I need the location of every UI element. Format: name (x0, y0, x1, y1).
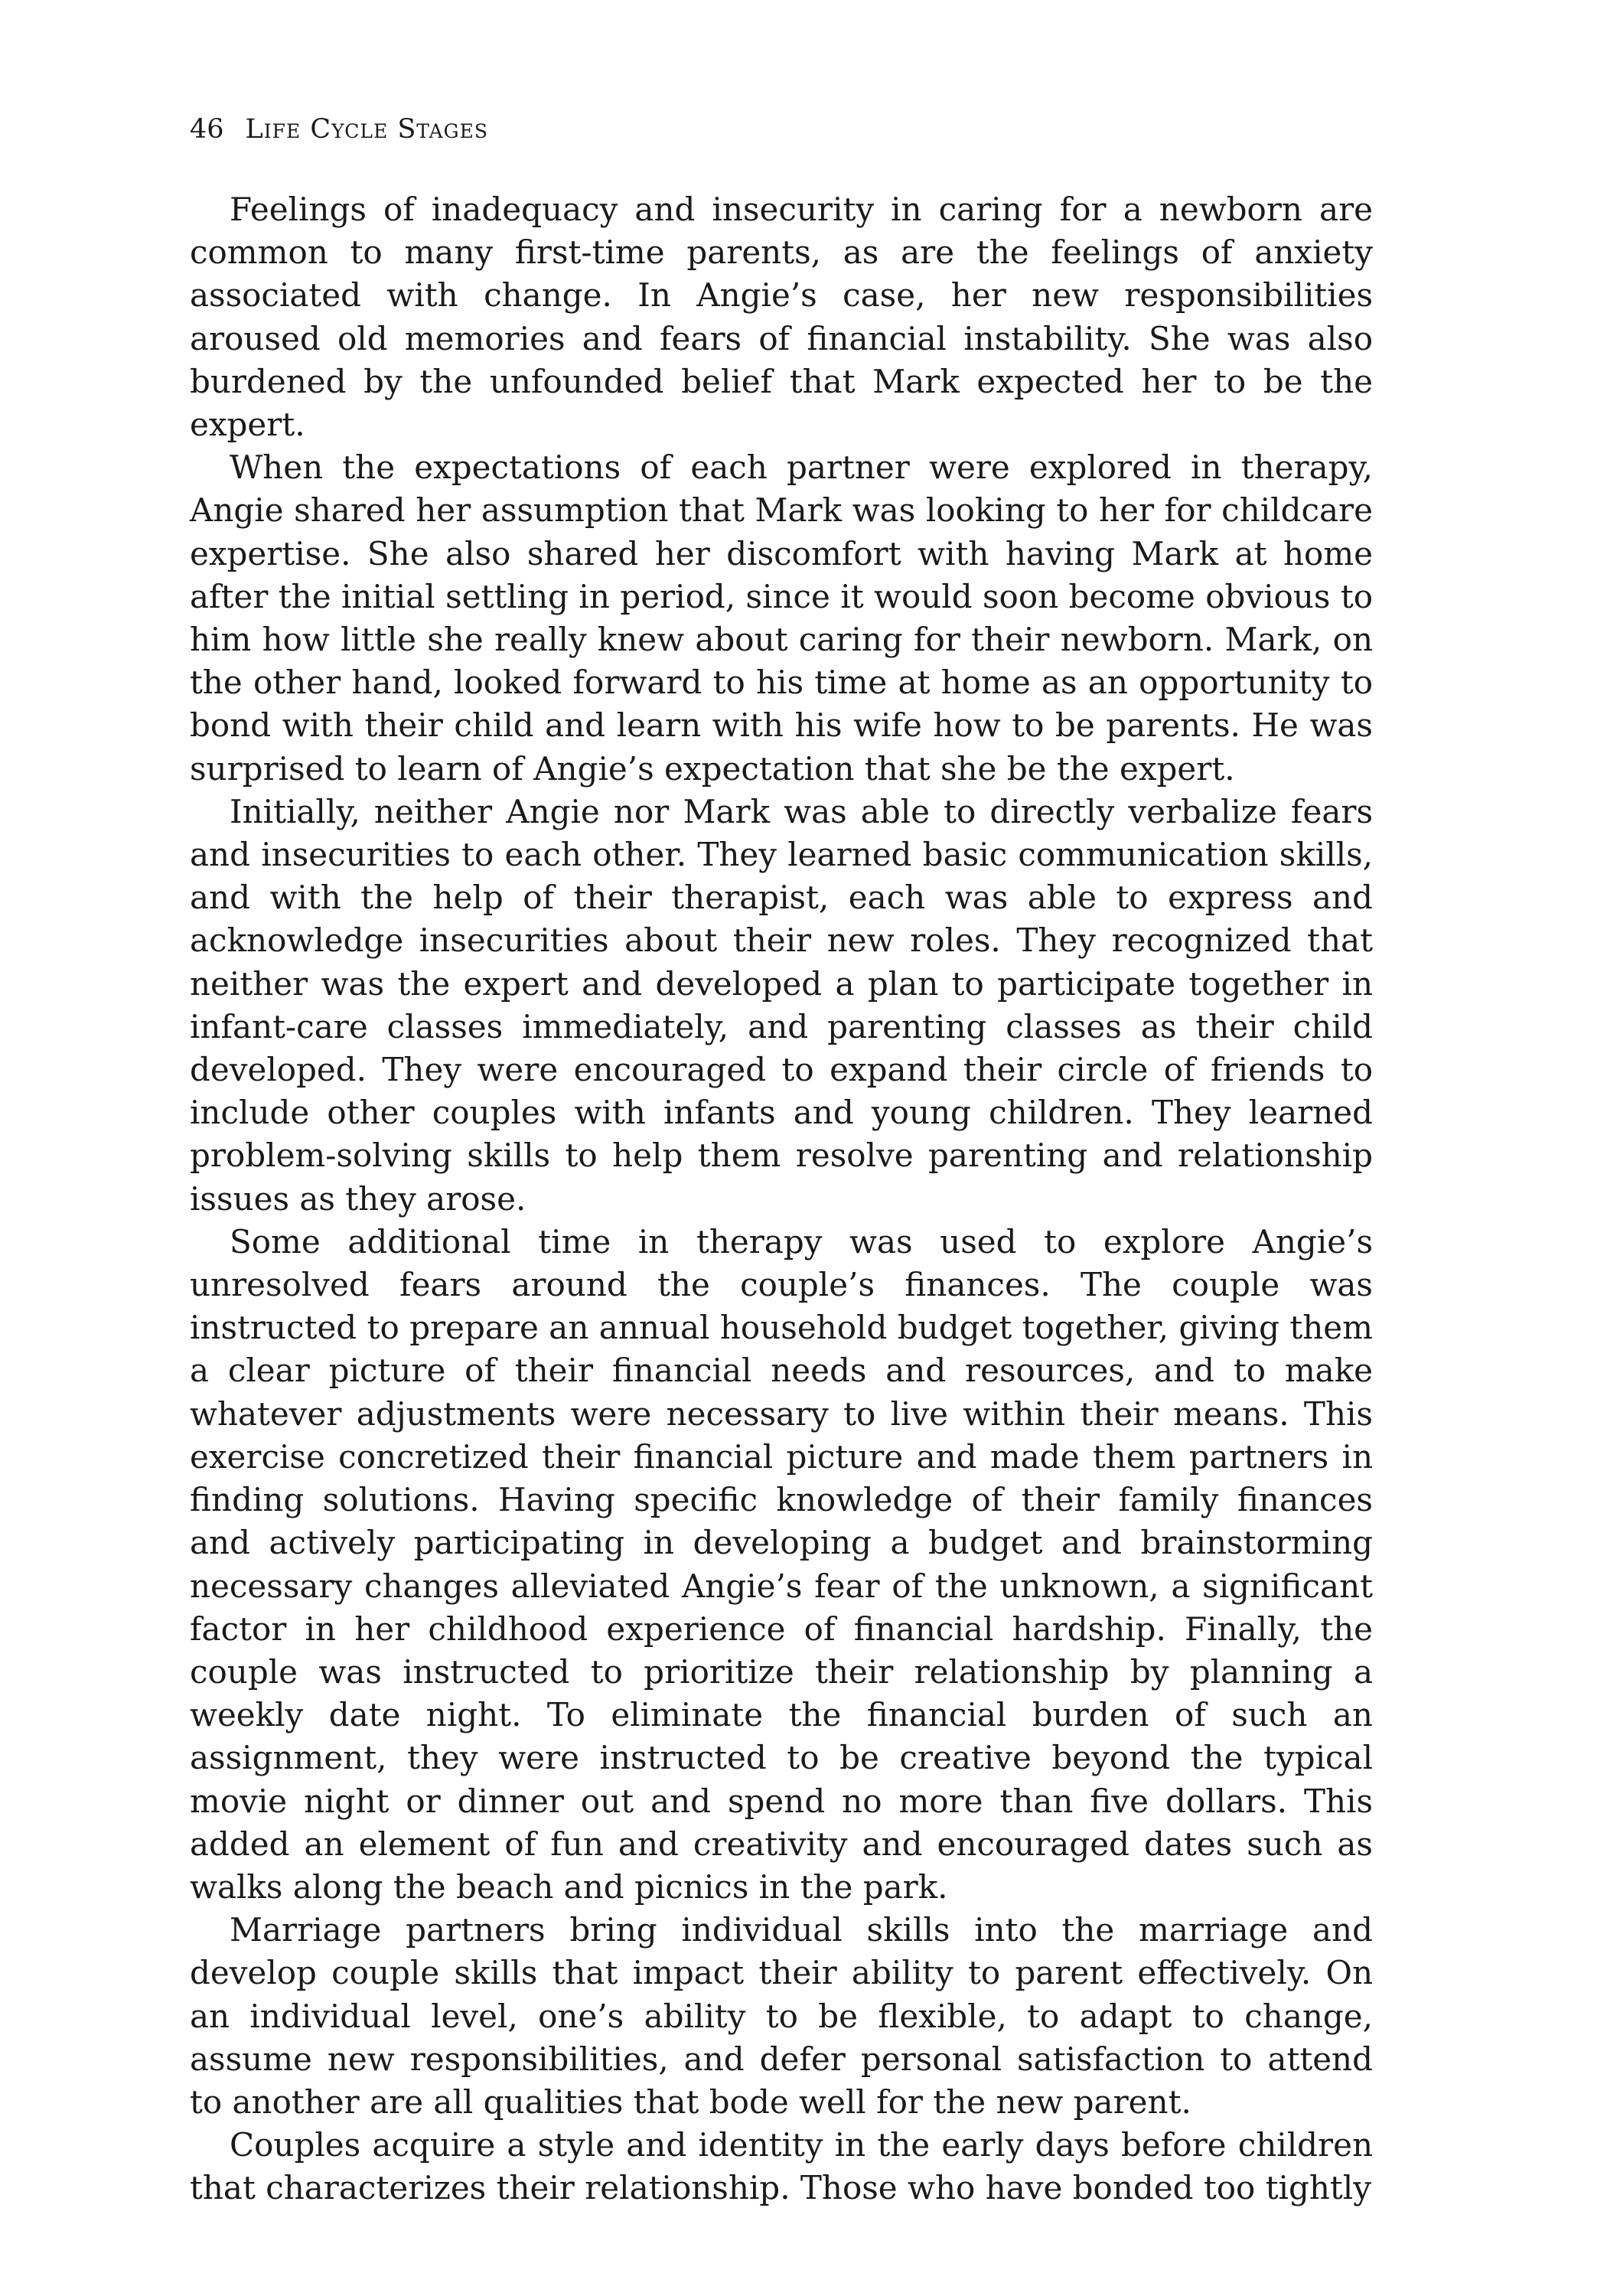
paragraph: When the expectations of each partner were explored in therapy, Angie shared her assumption that Mark was looking to her for childcare expertise. She also shared her discomfort with having Mark at home after the initial settling in period, since it would soon become obvious to him how little she really knew about caring for their newborn. Mark, on the other hand, looked forward to his time at home as an opportunity to bond with their child and learn with his wife how to be parents. He was surprised to learn of Angie’s expectation that she be the expert. (190, 448, 1373, 788)
page-number: 46 (190, 114, 224, 145)
paragraph: Initially, neither Angie nor Mark was able to directly verbalize fears and insecurities to each other. They learned basic communication skills, and with the help of their therapist, each was able to express and acknowledge insecurities about their new roles. They recognized that neither was the expert and developed a plan to participate together in infant-care classes immediately, and parenting classes as their child developed. They were encouraged to expand their circle of friends to include other couples with infants and young children. They learned problem-solving skills to help them resolve parenting and relationship issues as they arose. (190, 792, 1373, 1218)
paragraph: Feelings of inadequacy and insecurity in caring for a newborn are common to many first-time parents, as are the feelings of anxiety associated with change. In Angie’s case, her new responsibilities aroused old memories and fears of financial instability. She was also burdened by the unfounded belief that Mark expected her to be the expert. (190, 191, 1373, 444)
paragraph: Couples acquire a style and identity in the early days before children that characterizes their relationship. Those who have bonded too tightly (190, 2126, 1373, 2207)
running-head (190, 112, 488, 147)
running-head-title: Life Cycle Stages (245, 114, 489, 145)
body-text (190, 188, 1373, 2210)
paragraph: Marriage partners bring individual skills into the marriage and develop couple skills that impact their ability to parent effectively. On an individual level, one’s ability to be flexible, to adapt to change, assume new responsibilities, and defer personal satisfaction to attend to another are all qualities that bode well for the new parent. (190, 1911, 1373, 2121)
paragraph: Some additional time in therapy was used to explore Angie’s unresolved fears around the couple’s finances. The couple was instructed to prepare an annual household budget together, giving them a clear picture of their financial needs and resources, and to make whatever adjustments were necessary to live within their means. This exercise concretized their financial picture and made them partners in finding solutions. Having specific knowledge of their family finances and actively participating in developing a budget and brainstorming necessary changes alleviated Angie’s fear of the unknown, a significant factor in her childhood experience of financial hardship. Finally, the couple was instructed to prioritize their relationship by planning a weekly date night. To eliminate the financial burden of such an assignment, they were instructed to be creative beyond the typical movie night or dinner out and spend no more than five dollars. This added an element of fun and creativity and encouraged dates such as walks along the beach and picnics in the park. (190, 1222, 1373, 1906)
